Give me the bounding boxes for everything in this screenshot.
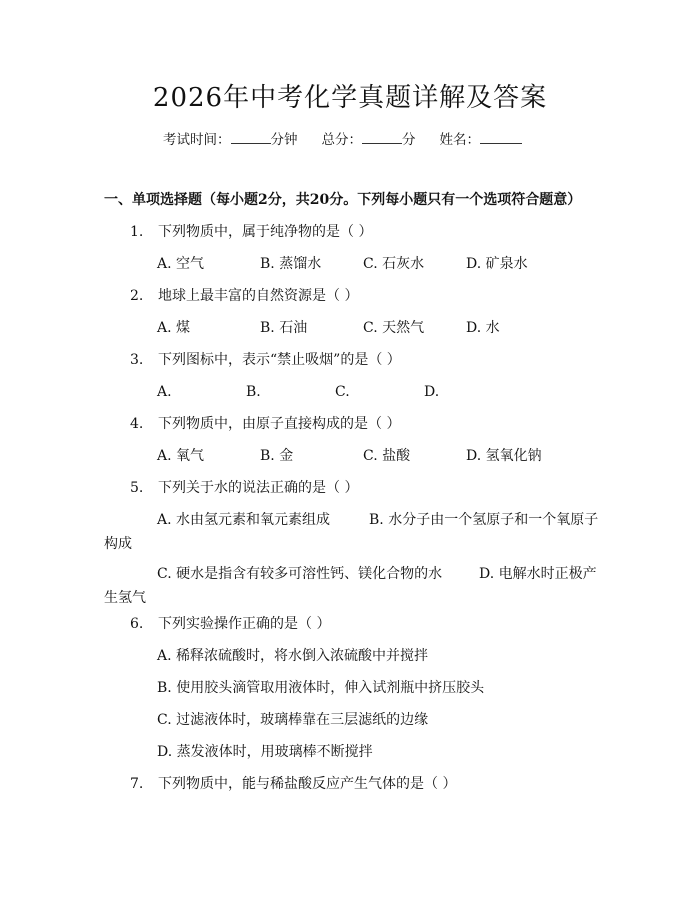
option-c: C. xyxy=(335,384,350,400)
option-d: D. 氢氧化钠 xyxy=(466,448,542,464)
option-d: D. 电解水时正极产 xyxy=(479,566,597,582)
question-2 xyxy=(130,284,358,308)
question-text: 地球上最丰富的自然资源是（ ） xyxy=(158,288,359,304)
name-blank xyxy=(480,130,522,144)
option-a: A. 氧气 xyxy=(157,448,205,464)
question-number: 2. xyxy=(130,288,144,304)
option-b: B. 使用胶头滴管取用液体时，伸入试剂瓶中挤压胶头 xyxy=(157,680,485,696)
option-c: C. 天然气 xyxy=(363,320,425,336)
question-number: 4. xyxy=(130,416,144,432)
question-text: 下列物质中，能与稀盐酸反应产生气体的是（ ） xyxy=(158,776,457,792)
question-number: 5. xyxy=(130,480,144,496)
time-label: 考试时间： xyxy=(163,132,231,148)
option-b: B. 金 xyxy=(260,448,294,464)
question-6 xyxy=(130,612,330,636)
question-text: 下列实验操作正确的是（ ） xyxy=(158,616,331,632)
question-number: 3. xyxy=(130,352,144,368)
option-b: B. xyxy=(246,384,261,400)
question-5 xyxy=(130,476,358,500)
option-b: B. 水分子由一个氢原子和一个氧原子 xyxy=(369,512,599,528)
option-d: D. 蒸发液体时，用玻璃棒不断搅拌 xyxy=(157,744,373,760)
question-3 xyxy=(130,348,401,372)
score-label: 总分： xyxy=(321,132,362,148)
option-b: B. 蒸馏水 xyxy=(260,256,322,272)
question-number: 7. xyxy=(130,776,144,792)
option-b-continued: 构成 xyxy=(104,536,132,552)
question-7 xyxy=(130,772,456,796)
option-a: A. 空气 xyxy=(157,256,205,272)
name-label: 姓名： xyxy=(439,132,480,148)
option-b: B. 石油 xyxy=(260,320,308,336)
option-a: A. xyxy=(157,384,172,400)
exam-meta xyxy=(163,129,522,151)
option-d: D. 矿泉水 xyxy=(466,256,528,272)
page-title: 2026年中考化学真题详解及答案 xyxy=(152,83,548,113)
option-d: D. 水 xyxy=(466,320,500,336)
option-d-continued: 生氢气 xyxy=(104,590,146,606)
time-blank xyxy=(231,130,271,144)
option-c: C. 盐酸 xyxy=(363,448,411,464)
time-unit: 分钟 xyxy=(270,132,298,148)
option-c: C. 过滤液体时，玻璃棒靠在三层滤纸的边缘 xyxy=(157,712,429,728)
question-text: 下列图标中，表示“禁止吸烟”的是（ ） xyxy=(158,352,401,368)
question-text: 下列物质中，属于纯净物的是（ ） xyxy=(158,224,373,240)
option-a: A. 稀释浓硫酸时，将水倒入浓硫酸中并搅拌 xyxy=(157,648,429,664)
section-heading: 一、单项选择题（每小题2分，共20分。下列每小题只有一个选项符合题意） xyxy=(104,192,582,208)
option-c: C. 石灰水 xyxy=(363,256,425,272)
score-unit: 分 xyxy=(402,132,416,148)
question-text: 下列关于水的说法正确的是（ ） xyxy=(158,480,359,496)
option-a: A. 煤 xyxy=(157,320,191,336)
question-number: 1. xyxy=(130,224,144,240)
option-c: C. 硬水是指含有较多可溶性钙、镁化合物的水 xyxy=(157,566,443,582)
score-blank xyxy=(362,130,402,144)
option-a: A. 水由氢元素和氧元素组成 xyxy=(157,512,331,528)
option-d: D. xyxy=(424,384,440,400)
question-number: 6. xyxy=(130,616,144,632)
question-1 xyxy=(130,220,372,244)
question-text: 下列物质中，由原子直接构成的是（ ） xyxy=(158,416,401,432)
question-4 xyxy=(130,412,400,436)
